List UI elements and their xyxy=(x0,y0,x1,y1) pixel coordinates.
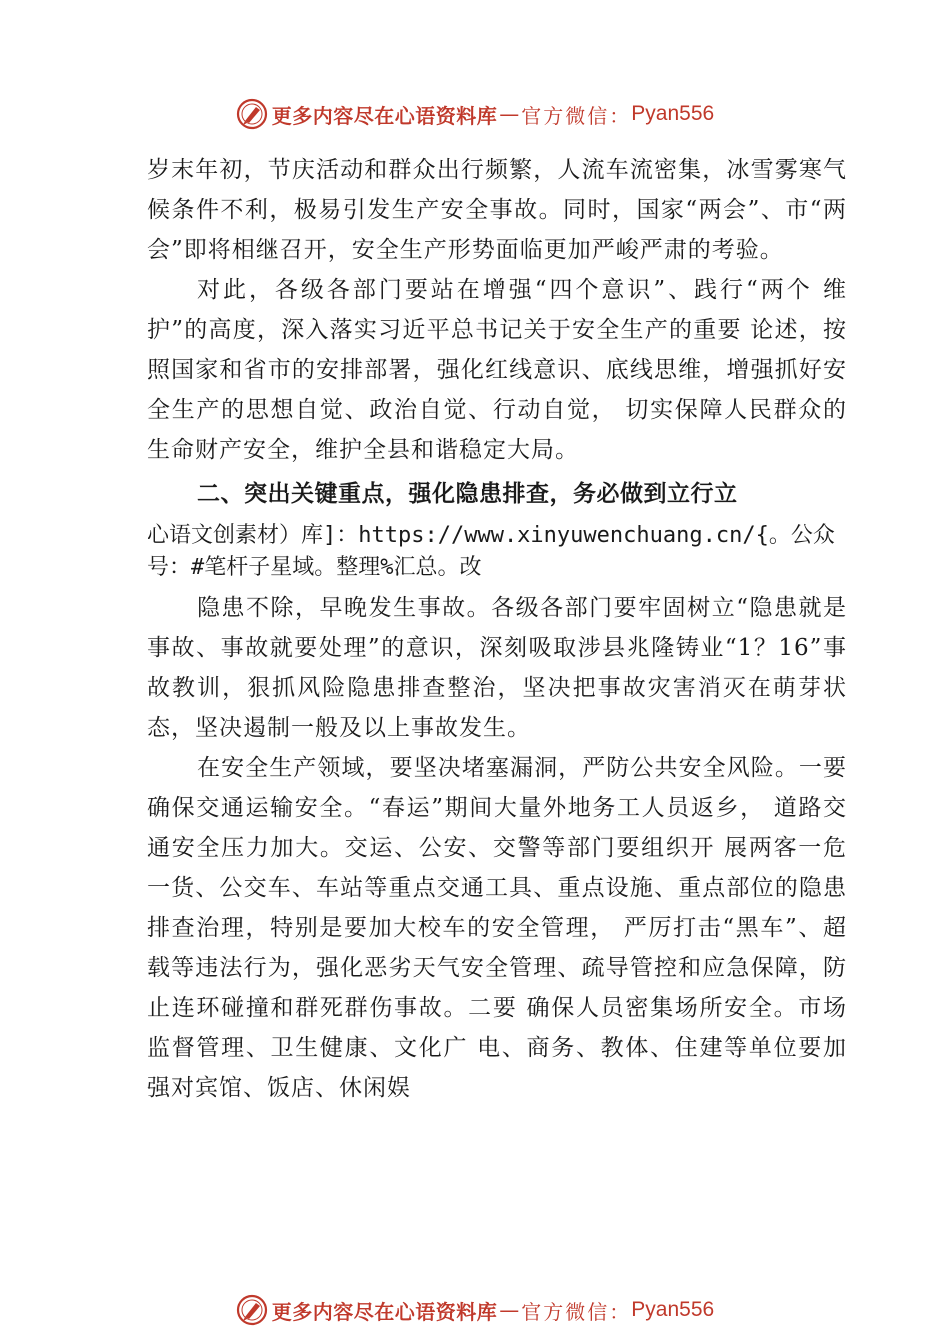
section-heading: 二、突出关键重点，强化隐患排查，务必做到立行立 xyxy=(197,481,738,507)
paragraph-3: 隐患不除，早晚发生事故。各级各部门要牢固树立“隐患就是事故、事故就要处理”的意识，深刻吸取涉县兆隆铸业“1？16”事故教训，狠抓风险隐患排查整治，坚决把事故灾害消灭在萌芽状态，坚决遏制一般及以上事故发生。 xyxy=(147,595,847,741)
banner-wechat-handle: Pyan556 xyxy=(631,1298,715,1321)
document-body xyxy=(147,150,847,1108)
footer-banner xyxy=(0,1290,950,1330)
paragraph-1: 岁末年初，节庆活动和群众出行频繁，人流车流密集，冰雪雾寒气候条件不利，极易引发生产安全事故。同时，国家“两会”、市“两会”即将相继召开，安全生产形势面临更加严峻严肃的考验。 xyxy=(147,157,847,263)
paragraph-4: 在安全生产领域，要坚决堵塞漏洞，严防公共安全风险。一要确保交通运输安全。“春运”期间大量外地务工人员返乡， 道路交通安全压力加大。交运、公安、交警等部门要组织开 展两客一危一货、公交车、车站等重点交通工具、重点设施、重点部位的隐患排查治理，特别是要加大校车的安全管理， 严厉打击“黑车”、超载等违法行为，强化恶劣天气安全管理、疏导管控和应急保障，防止连环碰撞和群死群伤事故。二要 确保人员密集场所安全。市场监督管理、卫生健康、文化广 电、商务、教体、住建等单位要加强对宾馆、饭店、休闲娱 xyxy=(147,755,847,1101)
banner-official-label: 官方微信： xyxy=(521,1299,632,1324)
banner-wechat-handle: Pyan556 xyxy=(631,102,715,125)
pen-nib-seal-icon xyxy=(236,1294,268,1326)
paragraph-2: 对此，各级各部门要站在增强“四个意识”、践行“两个 维护”的高度，深入落实习近平总书记关于安全生产的重要 论述，按照国家和省市的安排部署，强化红线意识、底线思维，增强抓好安全生产的思想自觉、政治自觉、行动自觉， 切实保障人民群众的生命财产安全，维护全县和谐稳定大局。 xyxy=(147,277,847,463)
banner-brand-text: 更多内容尽在心语资料库 xyxy=(271,103,498,128)
banner-dash: — xyxy=(499,1298,520,1322)
pen-nib-seal-icon xyxy=(236,98,268,130)
banner-brand-text: 更多内容尽在心语资料库 xyxy=(271,1299,498,1324)
banner-dash: — xyxy=(499,102,520,126)
header-banner xyxy=(0,94,950,134)
banner-official-label: 官方微信： xyxy=(521,103,632,128)
watermark-line: 心语文创素材）库]：https://www.xinyuwenchuang.cn/{。公众号：#笔杆子星域。整理%汇总。改 xyxy=(147,523,835,580)
